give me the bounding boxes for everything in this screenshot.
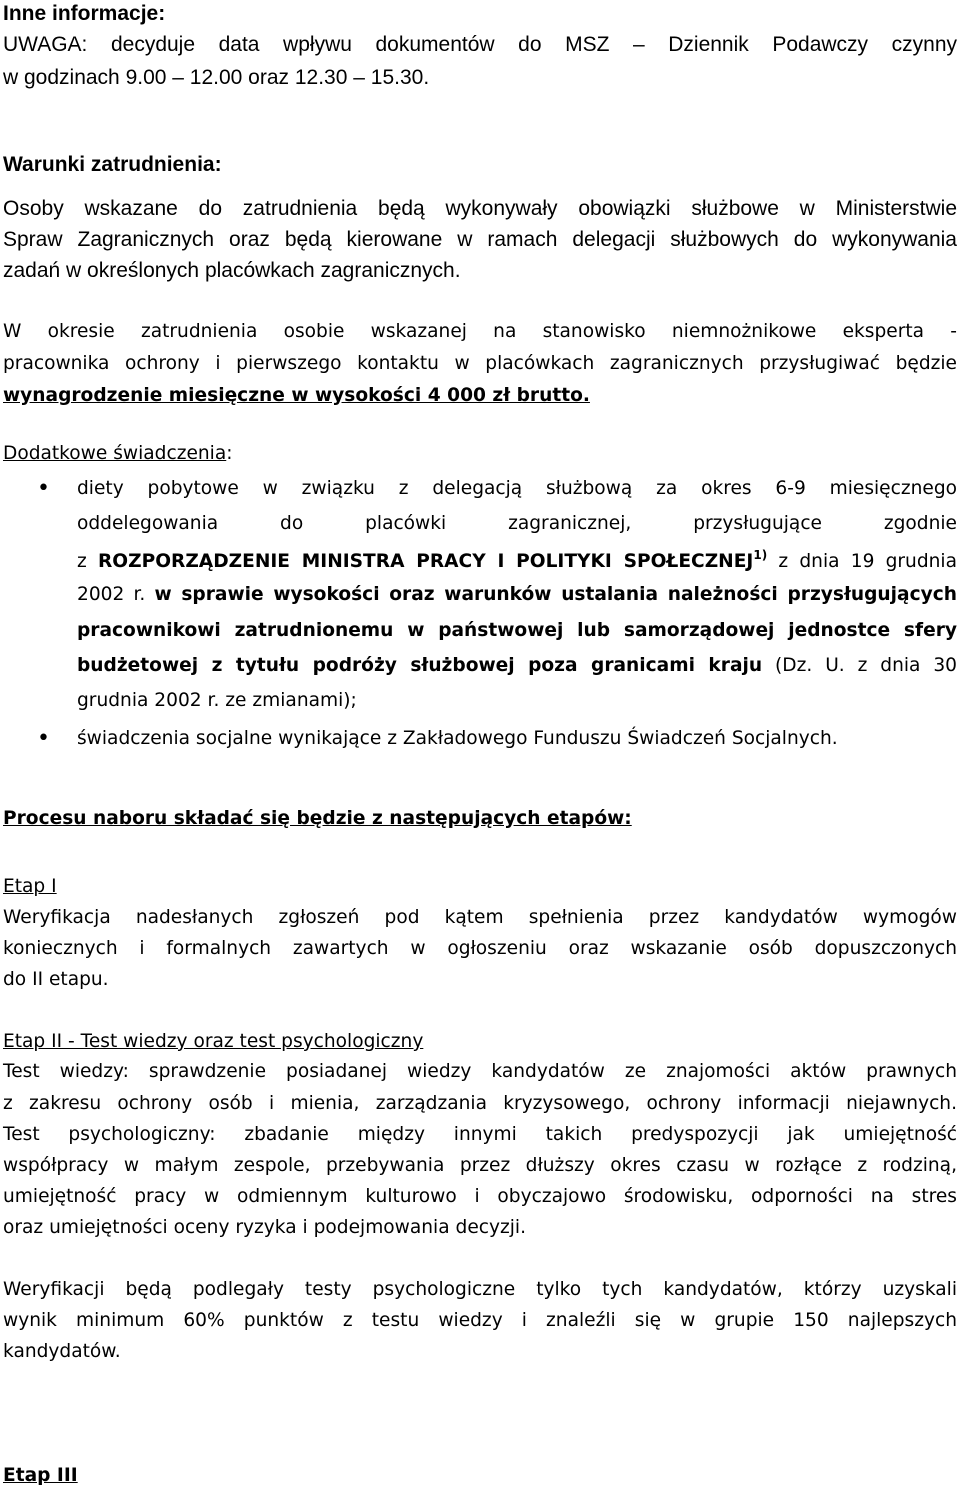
- benefit-1-line-7: grudnia 2002 r. ze zmianami);: [77, 690, 357, 711]
- bullet-icon: •: [37, 476, 50, 501]
- salary-amount: wynagrodzenie miesięczne w wysokości 4 000 zł brutto.: [3, 385, 590, 406]
- stage-2-heading: Etap II - Test wiedzy oraz test psychologiczny: [3, 1031, 424, 1052]
- stage-3-heading: Etap III: [3, 1465, 78, 1486]
- salary-line-1: W okresie zatrudnienia osobie wskazanej na stanowisko niemnożnikowe eksperta -: [3, 321, 957, 342]
- salary-line-2: pracownika ochrony i pierwszego kontaktu w placówkach zagranicznych przysługiwać będzie: [3, 353, 957, 374]
- process-heading: Procesu naboru składać się będzie z następujących etapów:: [3, 808, 632, 829]
- benefits-heading: Dodatkowe świadczenia:: [3, 443, 233, 464]
- warunki-line-2: Spraw Zagranicznych oraz będą kierowane w ramach delegacji służbowych do wykonywania: [3, 228, 957, 251]
- verification-line-3: kandydatów.: [3, 1341, 121, 1362]
- section-heading-warunki: Warunki zatrudnienia:: [3, 153, 222, 176]
- benefit-1-line-1: diety pobytowe w związku z delegacją służbową za okres 6-9 miesięcznego: [77, 478, 957, 499]
- stage-2-line-1: Test wiedzy: sprawdzenie posiadanej wiedzy kandydatów ze znajomości aktów prawnych: [3, 1061, 957, 1082]
- benefit-1-line-6: budżetowej z tytułu podróży służbowej poza granicami kraju (Dz. U. z dnia 30: [77, 655, 957, 676]
- stage-2-line-6: oraz umiejętności oceny ryzyka i podejmowania decyzji.: [3, 1217, 527, 1238]
- stage-1-line-3: do II etapu.: [3, 969, 109, 990]
- stage-2-line-4: współpracy w małym zespole, przebywania przez dłuższy okres czasu w rozłące z rodziną,: [3, 1155, 957, 1176]
- verification-line-2: wynik minimum 60% punktów z testu wiedzy i znaleźli się w grupie 150 najlepszych: [3, 1310, 957, 1331]
- warunki-line-3: zadań w określonych placówkach zagranicznych.: [3, 259, 461, 282]
- warunki-line-1: Osoby wskazane do zatrudnienia będą wykonywały obowiązki służbowe w Ministerstwie: [3, 197, 957, 220]
- benefit-1-line-2: oddelegowania do placówki zagranicznej, przysługujące zgodnie: [77, 513, 957, 534]
- stage-2-line-5: umiejętność pracy w odmiennym kulturowo i obyczajowo środowisku, odporności na stres: [3, 1186, 957, 1207]
- stage-1-line-1: Weryfikacja nadesłanych zgłoszeń pod kątem spełnienia przez kandydatów wymogów: [3, 907, 957, 928]
- stage-1-heading: Etap I: [3, 876, 57, 897]
- section-heading-inne: Inne informacje:: [3, 2, 166, 25]
- verification-line-1: Weryfikacji będą podlegały testy psychologiczne tylko tych kandydatów, którzy uzyskali: [3, 1279, 957, 1300]
- stage-2-line-2: z zakresu ochrony osób i mienia, zarządzania kryzysowego, ochrony informacji niejawnych.: [3, 1093, 957, 1114]
- benefit-1-line-5: pracownikowi zatrudnionemu w państwowej lub samorządowej jednostce sfery: [77, 620, 957, 641]
- notice-line-2: w godzinach 9.00 – 12.00 oraz 12.30 – 15.30.: [3, 66, 430, 89]
- notice-line-1: UWAGA: decyduje data wpływu dokumentów do MSZ – Dziennik Podawczy czynny: [3, 33, 957, 56]
- benefit-1-line-4: 2002 r. w sprawie wysokości oraz warunków ustalania należności przysługujących: [77, 584, 957, 605]
- bullet-icon: •: [37, 726, 50, 751]
- stage-1-line-2: koniecznych i formalnych zawartych w ogłoszeniu oraz wskazanie osób dopuszczonych: [3, 938, 957, 959]
- benefit-1-line-3: z ROZPORZĄDZENIE MINISTRA PRACY I POLITYKI SPOŁECZNEJ$^{1)}$ z dnia 19 grudnia: [77, 548, 957, 572]
- stage-2-line-3: Test psychologiczny: zbadanie między innymi takich predyspozycji jak umiejętność: [3, 1124, 957, 1145]
- benefit-2: świadczenia socjalne wynikające z Zakładowego Funduszu Świadczeń Socjalnych.: [77, 728, 838, 749]
